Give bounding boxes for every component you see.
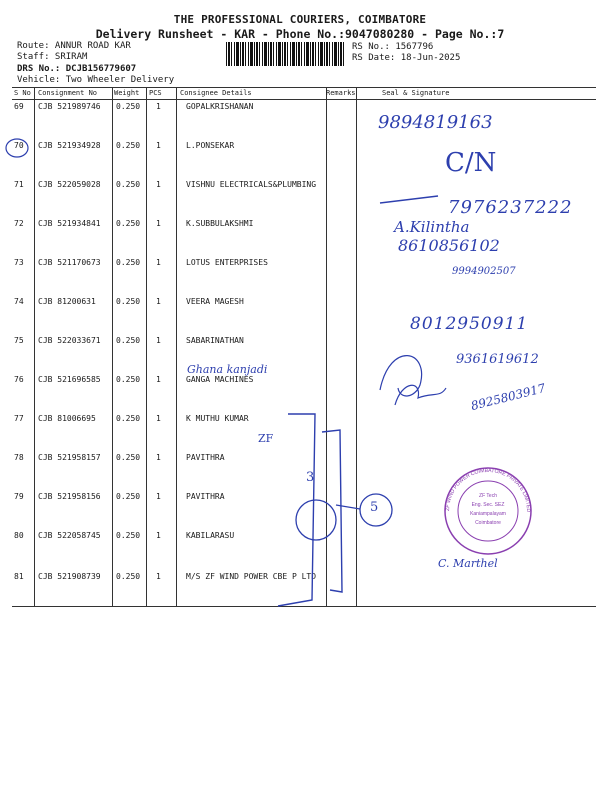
row69-handwritten-phone: 9894819163 xyxy=(378,112,493,133)
row-consignment: CJB 521958157 xyxy=(38,453,101,462)
row-sno: 73 xyxy=(14,258,24,267)
row-pcs: 1 xyxy=(156,375,161,384)
row-sno: 75 xyxy=(14,336,24,345)
col-header-remarks: Remarks xyxy=(326,89,356,97)
row-weight: 0.250 xyxy=(116,375,141,384)
row-sno: 76 xyxy=(14,375,24,384)
row-weight: 0.250 xyxy=(116,297,141,306)
row77-handwritten-mark: ZF xyxy=(258,432,274,445)
row-consignee: M/S ZF WIND POWER CBE P LTD xyxy=(186,572,317,581)
row-consignee: K.SUBBULAKSHMI xyxy=(186,219,254,228)
row75-handwritten-note: Ghana kanjadi xyxy=(187,363,268,376)
row72-handwritten-name: A.Kilintha xyxy=(394,218,470,236)
row-pcs: 1 xyxy=(156,572,161,581)
row-consignment: CJB 522058745 xyxy=(38,531,101,540)
row-weight: 0.250 xyxy=(116,102,141,111)
row-sno: 70 xyxy=(14,141,24,150)
col-header-weight: Weight xyxy=(114,89,140,97)
row-sno: 80 xyxy=(14,531,24,540)
row-consignee: VEERA MAGESH xyxy=(186,297,244,306)
seal-signature: C. Marthel xyxy=(438,557,498,570)
row-weight: 0.250 xyxy=(116,492,141,501)
row-consignee: K MUTHU KUMAR xyxy=(186,414,249,423)
stamp-line: Coimbatore xyxy=(475,520,501,526)
row-pcs: 1 xyxy=(156,141,161,150)
col-header-sno: S No xyxy=(14,89,31,97)
row76-handwritten-phone: 9361619612 xyxy=(456,352,539,367)
row-consignment: CJB 522033671 xyxy=(38,336,101,345)
row-consignment: CJB 521934928 xyxy=(38,141,101,150)
row-weight: 0.250 xyxy=(116,141,141,150)
col-header-consignment: Consignment No xyxy=(38,89,98,97)
row-pcs: 1 xyxy=(156,102,161,111)
vehicle: Vehicle: Two Wheeler Delivery xyxy=(17,75,175,85)
row-consignee: LOTUS ENTERPRISES xyxy=(186,258,268,267)
row-consignment: CJB 81006695 xyxy=(38,414,96,423)
row-pcs: 1 xyxy=(156,414,161,423)
row-weight: 0.250 xyxy=(116,180,141,189)
row-consignee: GOPALKRISHANAN xyxy=(186,102,254,111)
route: Route: ANNUR ROAD KAR xyxy=(17,41,131,51)
row-sno: 69 xyxy=(14,102,24,111)
row71-handwritten-phone: 7976237222 xyxy=(448,197,573,218)
row74-handwritten-phone: 8012950911 xyxy=(410,314,529,334)
row-consignment: CJB 522059028 xyxy=(38,180,101,189)
row-weight: 0.250 xyxy=(116,258,141,267)
row-pcs: 1 xyxy=(156,297,161,306)
row-weight: 0.250 xyxy=(116,336,141,345)
row-consignment: CJB 521170673 xyxy=(38,258,101,267)
stamp-line: Kaniampalayam xyxy=(470,511,506,517)
row-pcs: 1 xyxy=(156,258,161,267)
row76-handwritten-phone-2: 8925803917 xyxy=(469,380,547,414)
col-header-consignee: Consignee Details xyxy=(180,89,252,97)
row-pcs: 1 xyxy=(156,492,161,501)
row73-handwritten-phone: 9994902507 xyxy=(452,266,516,277)
row-weight: 0.250 xyxy=(116,572,141,581)
row-consignee: PAVITHRA xyxy=(186,492,225,501)
row-consignment: CJB 521908739 xyxy=(38,572,101,581)
row-consignee: PAVITHRA xyxy=(186,453,225,462)
row-sno: 74 xyxy=(14,297,24,306)
row-consignee: SABARINATHAN xyxy=(186,336,244,345)
row-sno: 81 xyxy=(14,572,24,581)
row-sno: 78 xyxy=(14,453,24,462)
row-sno: 72 xyxy=(14,219,24,228)
row-pcs: 1 xyxy=(156,219,161,228)
col-header-seal: Seal & Signature xyxy=(382,89,450,97)
row79-handwritten-count: 5 xyxy=(370,500,379,515)
runsheet-title: Delivery Runsheet - KAR - Phone No.:9047080280 - Page No.:7 xyxy=(95,27,505,41)
row-consignment: CJB 521696585 xyxy=(38,375,101,384)
row-weight: 0.250 xyxy=(116,453,141,462)
row-sno: 71 xyxy=(14,180,24,189)
row-sno: 77 xyxy=(14,414,24,423)
col-header-pcs: PCS xyxy=(149,89,162,97)
staff: Staff: SRIRAM xyxy=(17,52,88,62)
row70-handwritten-mark: C/N xyxy=(445,148,497,178)
row-pcs: 1 xyxy=(156,180,161,189)
rs-number: RS No.: 1567796 xyxy=(352,42,434,52)
drs-number: DRS No.: DCJB156779607 xyxy=(17,64,137,74)
row-weight: 0.250 xyxy=(116,219,141,228)
stamp-line: ZF Tech xyxy=(479,493,497,499)
row-consignee: VISHNU ELECTRICALS&PLUMBING xyxy=(186,180,317,189)
row-sno: 79 xyxy=(14,492,24,501)
row-consignment: CJB 81200631 xyxy=(38,297,96,306)
row-consignment: CJB 521989746 xyxy=(38,102,101,111)
row-consignee: KABILARASU xyxy=(186,531,235,540)
row-consignee: GANGA MACHINES xyxy=(186,375,254,384)
row-pcs: 1 xyxy=(156,531,161,540)
row72-handwritten-phone: 8610856102 xyxy=(398,236,500,255)
row-weight: 0.250 xyxy=(116,531,141,540)
stamp-line: Eng. Sec. SEZ xyxy=(471,502,505,508)
row-pcs: 1 xyxy=(156,453,161,462)
row-consignment: CJB 521934841 xyxy=(38,219,101,228)
row-consignment: CJB 521958156 xyxy=(38,492,101,501)
company-name: THE PROFESSIONAL COURIERS, COIMBATORE xyxy=(173,13,427,26)
row78-handwritten-count: 3 xyxy=(306,470,315,485)
row-pcs: 1 xyxy=(156,336,161,345)
stamp-ring-text: ZF WIND POWER COIMBATORE PRIVATE LIMITED xyxy=(444,467,532,513)
rs-date: RS Date: 18-Jun-2025 xyxy=(352,53,461,63)
row-consignee: L.PONSEKAR xyxy=(186,141,235,150)
row-weight: 0.250 xyxy=(116,414,141,423)
